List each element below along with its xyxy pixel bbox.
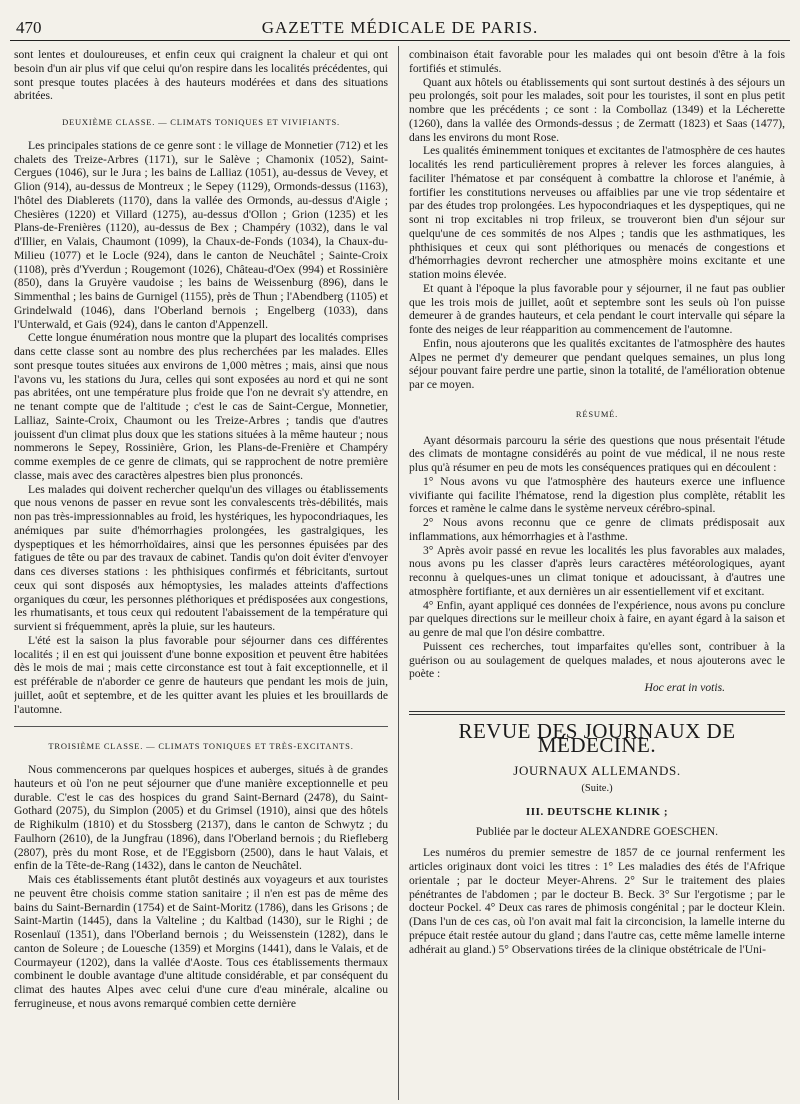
section-title-classe-3: TROISIÈME CLASSE. — CLIMATS TONIQUES ET TRÈS-EXCITANTS. [48,741,354,752]
section-title-classe-2: DEUXIÈME CLASSE. — CLIMATS TONIQUES ET VIVIFIANTS. [62,117,340,127]
paragraph: Les numéros du premier semestre de 1857 de ce journal renferment les articles originaux dont voici les titres : 1° Les maladies des étés de l'Afrique orientale ; par le docteur Meyer-Ahrens. 2° Sur le traitement des plaies pénétrantes de l'abdomen ; par le docteur B. Beck. 3° Sur l'ergotisme ; par le docteur Pockel. 4° Deux cas rares de phimosis congénital ; par le docteur Klein. (Dans l'un de ces cas, où l'on avait mal fait la circoncision, la lamelle interne du prépuce était restée autour du gland ; dans l'autre cas, cette même lamelle interne adhérait au gland.) 5° Observations tirées de la clinique obstétricale de l'Uni- [409,846,785,956]
double-rule [409,711,785,715]
page-number: 470 [16,18,42,37]
revue-title: REVUE DES JOURNAUX DE MÉDECINE. [458,718,736,757]
paragraph: Mais ces établissements étant plutôt destinés aux voyageurs et aux touristes ne peuvent être choisis comme station sanitaire ; il n'en est pas de même des bains du Saint-Bernardin (1754) et de Saint-Moritz (1786), dans les Grisons ; de Saint-Martin (1445), dans la Valteline ; du Kaltbad (1430), sur le Righi ; de Rosenlauï (1351), dans l'Oberland bernois ; du Weissenstein (1282), dans le canton de Soleure ; de Louesche (1359) et Morgins (1441), dans le Valais, et de Courmayeur (1202), dans la vallée d'Aoste. Tous ces établissements thermaux combinent le double avantage d'une altitude considérable, et par conséquent du climat des hautes Alpes avec celui d'une cure d'eau minérale, alcaline ou ferrugineuse, et nous avons remarqué combien cette dernière [14,873,388,1010]
paragraph: Ayant désormais parcouru la série des questions que nous présentait l'étude des climats de montagne considérés au point de vue médical, il ne nous reste plus qu'à résumer en peu de mots les conséquences pratiques qui en découlent : [409,433,785,474]
paragraph: Et quant à l'époque la plus favorable pour y séjourner, il ne faut pas oublier que les trois mois de juillet, août et septembre sont les seuls où l'on puisse demeurer à de grandes hauteurs, et cela pendant le court intervalle qui sépare la fonte des neiges de leur réapparition au commencement de l'automne. [409,281,785,336]
column-divider [398,46,399,1100]
page-header [10,14,790,41]
paragraph: Puissent ces recherches, tout imparfaites qu'elles sont, contribuer à la guérison ou au soulagement de quelques malades, et nous ajouterons avec le poète : [409,639,785,681]
paragraph: Les principales stations de ce genre sont : le village de Monnetier (712) et les chalets des Treize-Arbres (1171), sur le Salève ; Chamonix (1052), Saint-Cergues (1046), sur le Jura ; les bains de Lalliaz (1051), au-dessus de Vevey, et Glion (914), au-dessus de Montreux ; le Sepey (1129), Ormonds-dessus (1163), l'hôtel des Diablerets (1170), dans la vallée des Ormonds, au-dessus d'Aigle ; Chesières (1220) et Villard (1275), au-dessus d'Ollon ; Grion (1235) et les Plans-de-Frenières (1120), au-dessus de Bex ; Champéry (1032), dans le val d'Illier, en Valais, Chaumont (1099), la Chaux-de-Fonds (1034), la Chaux-du-Milieu (1077) et le Locle (924), dans le canton de Neuchâtel ; Sainte-Croix (1108), près d'Yverdun ; Rougemont (1026), Château-d'Oex (994) et Rossinière (850), dans la Gruyère vaudoise ; les bains de Weissenburg (896), dans le Simmenthal ; les bains de Gurnigel (1155), près de Thun ; l'Abendberg (1105) et Grindelwald (1046), dans l'Oberland bernois ; Engelberg (1033), dans l'Unterwald, et Gais (924), dans le canton d'Appenzell. [14,138,388,331]
deutsche-klinik-heading: III. DEUTSCHE KLINIK ; [525,805,669,818]
section-rule [14,726,388,727]
journal-title: GAZETTE MÉDICALE DE PARIS. [261,18,539,37]
paragraph: sont lentes et douloureuses, et enfin ceux qui craignent la chaleur et qui ont besoin d'un air plus vif que celui qu'on respire dans les localités précédentes, qui sont presque toutes placées à des hauteurs modérées et dans des situations abritées. [14,48,388,103]
paragraph: 2° Nous avons reconnu que ce genre de climats prédisposait aux inflammations, aux hémorrhagies et à l'asthme. [409,516,785,543]
byline: Publiée par le docteur ALEXANDRE GOESCHEN. [475,824,719,838]
latin-quote: Hoc erat in votis. [644,681,725,694]
right-column [409,48,785,1100]
paragraph: Les malades qui doivent rechercher quelqu'un des villages ou établissements que nous venons de passer en revue sont les convalescents très-débilités, mais non pas très-impressionnables au froid, les hystériques, les hypocondriaques, les anémiques par suite d'hémorrhagies prolongées, les gastralgiques, les dyspeptiques et les hémorrhoïdaires, ainsi que les personnes épuisées par des fatigues de tête ou par des travaux de cabinet. Tandis qu'on doit éviter d'envoyer dans ces diverses stations : les phthisiques confirmés et fébricitants, surtout ceux qui sont disposés aux hémoptysies, les malades atteints d'affections organiques du cœur, les personnes pléthoriques et prédisposées aux congestions, les rhumatisants, et tous ceux qui redoutent l'abaissement de la température qui survient si fréquemment, après la pluie, sur les hauteurs. [14,482,388,633]
paragraph: Nous commencerons par quelques hospices et auberges, situés à de grandes hauteurs et où l'on ne peut séjourner que d'une manière exceptionnelle et peu durable. C'est le cas des hospices du grand Saint-Bernard (2478), du Saint-Gothard (2075), du Simplon (2005) et du Grimsel (1910), ainsi que des hôtels de Righikulm (1810) et du Stossberg (2137), dans le canton de Schwytz ; du Faulhorn (2610), de la Jungfrau (1896), dans l'Oberland bernois ; du Riefleberg (2807), près du mont Rose, et de l'Eggisborn (2500), dans le haut Valais, et enfin de la Tête-de-Rang (1432), dans le canton de Neuchâtel. [14,763,388,873]
paragraph: Quant aux hôtels ou établissements qui sont surtout destinés à des séjours un peu prolongés, soit pour les malades, soit pour les touristes, il sont en plus petit nombre que les précédents ; ce sont : la Combollaz (1349) et la Lécherette (1260), dans la vallée des Ormonds-dessus ; de Zermatt (1823) et Saas (1477), dans les environs du mont Rose. [409,75,785,144]
paragraph: 1° Nous avons vu que l'atmosphère des hauteurs exerce une influence vivifiante qui facilite l'hématose, rend la digestion plus complète, rétablit les forces et ramène le calme dans le système nerveux cérébro-spinal. [409,474,785,516]
left-column [14,48,388,1100]
paragraph: Cette longue énumération nous montre que la plupart des localités comprises dans cette classe sont au nombre des plus recherchées par les malades. Elles sont presque toutes situées aux environs de 1,000 mètres ; mais, ainsi que nous l'avons vu, les stations du Jura, celles qui sont exposées au nord et qui ne sont pas abritées, ont une température plus froide que l'on ne devrait s'y attendre, en ne tenant compte que de l'altitude ; c'est le cas de Saint-Cergue, Monnetier, Lalliaz, Sainte-Croix, Chaumont ou les Treize-Arbres ; tandis que d'autres jouissent d'un climat plus doux que les stations situées à la même hauteur ; nous nommerons le Sepey, Rossinière, Grion, les Plans-de-Frenière et Champéry comme exemples de ce genre de climats, qui se rapprochent de notre première classe, mais avec des caractères alpestres bien plus prononcés. [14,331,388,482]
suite-label: (Suite.) [581,783,613,794]
journaux-allemands-heading: JOURNAUX ALLEMANDS. [513,763,681,779]
resume-title: RÉSUMÉ. [575,408,619,419]
paragraph: Enfin, nous ajouterons que les qualités excitantes de l'atmosphère des hautes Alpes ne permet d'y demeurer que pendant quelques semaines, un plus long séjour pouvant faire perdre une partie, sinon la totalité, de l'amélioration obtenue par ce moyen. [409,336,785,391]
paragraph: 3° Après avoir passé en revue les localités les plus favorables aux malades, nous avons pu les classer d'après leurs caractères météorologiques, ayant reconnu à quelques-unes un climat tonique et adoucissant, à d'autres une atmosphère fortifiante, et aux dernières un air essentiellement vif et excitant. [409,543,785,598]
paragraph: Les qualités éminemment toniques et excitantes de l'atmosphère de ces hautes localités les rend particulièrement propres à relever les forces alanguies, à faciliter l'hématose et par conséquent à combattre la chlorose et l'anémie, à fortifier les constitutions nerveuses ou affaiblies par une vie trop sédentaire et par des études trop prolongées. Les hypocondriaques et les dyspeptiques, qui ne sont ni trop excitables ni trop frileux, se trouveront bien d'un séjour sur quelqu'une de ces sommités de nos Alpes ; tandis que les asthmatiques, les phthisiques et ceux qui sont pléthoriques ou menacés de congestions et d'hémorrhagies devront rechercher une atmosphère moins excitante et une station moins élevée. [409,144,785,281]
paragraph: 4° Enfin, ayant appliqué ces données de l'expérience, nous avons pu conclure par quelques directions sur le meilleur choix à faire, en ayant égard à la saison et au genre de mal que l'on désire combattre. [409,598,785,639]
paragraph: combinaison était favorable pour les malades qui ont besoin d'être à la fois fortifiés et stimulés. [409,48,785,75]
paragraph: L'été est la saison la plus favorable pour séjourner dans ces différentes localités ; il en est qui jouissent d'une bonne exposition et peuvent être habitées dès le mois de mai ; mais cette circonstance est tout à fait exceptionnelle, et il est préférable de n'aborder ce genre de hauteurs que pendant les mois de juin, juillet, août et septembre, et de les quitter avant les pluies et les brouillards de l'automne. [14,633,388,716]
